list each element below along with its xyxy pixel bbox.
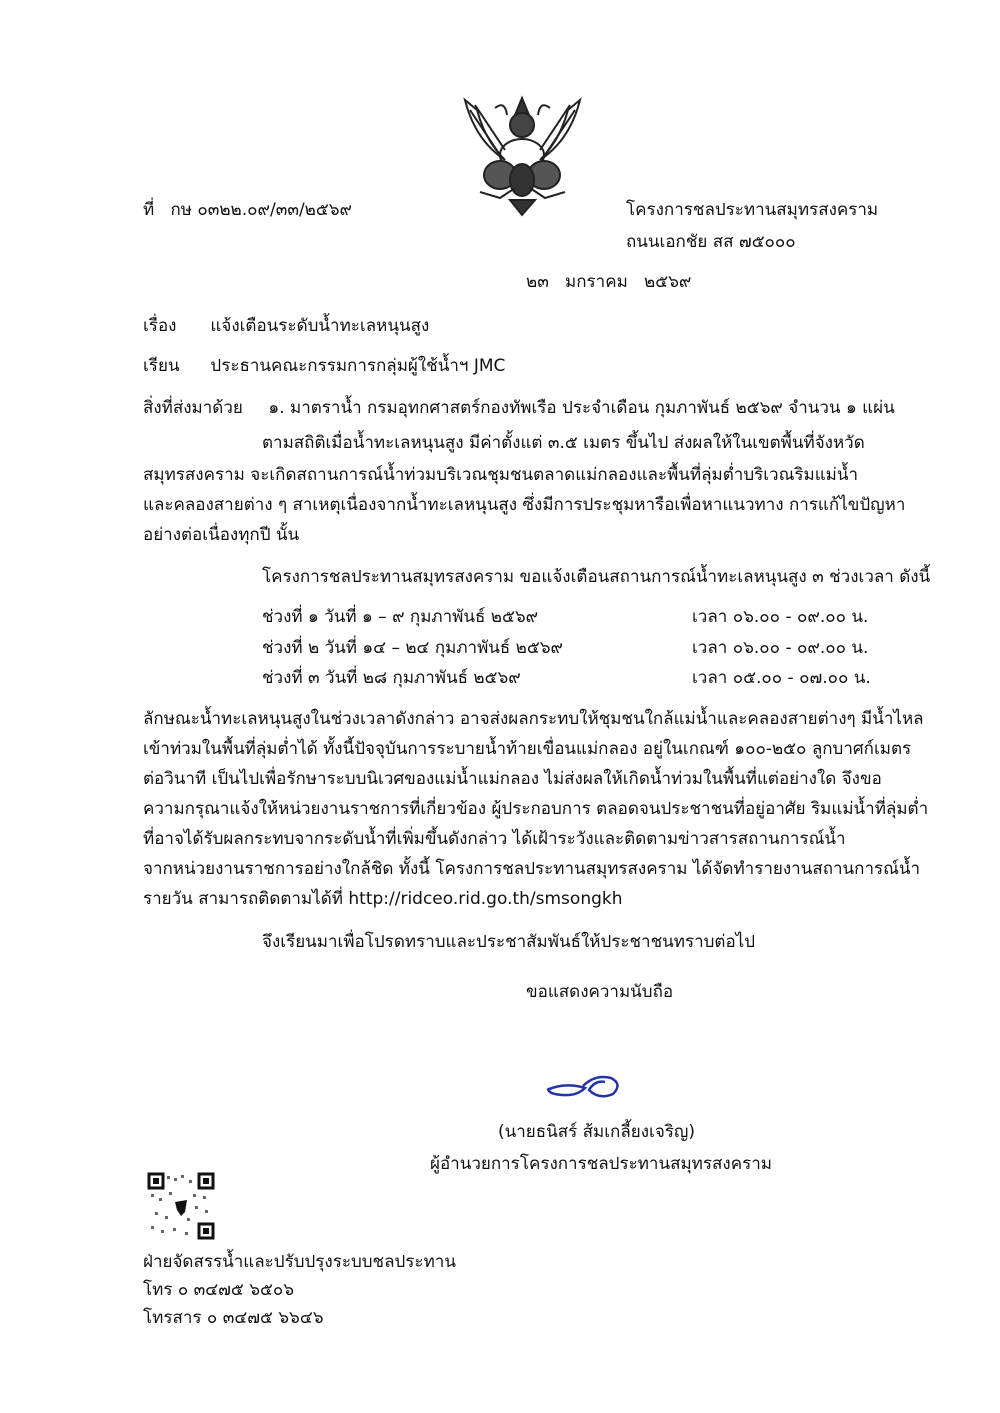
salutation: ขอแสดงความนับถือ [526,982,674,1002]
footer-department: ฝ่ายจัดสรรน้ำและปรับปรุงระบบชลประทาน [143,1252,456,1272]
recipient-label: เรียน [143,356,180,376]
paragraph-line: ที่อาจได้รับผลกระทบจากระดับน้ำที่เพิ่มขึ้นดังกล่าว ได้เฝ้าระวังและติดตามข่าวสารสถานการณ์น้ำ [143,829,846,849]
org-name: โครงการชลประทานสมุทรสงคราม [626,200,879,220]
paragraph-line: เข้าท่วมในพื้นที่ลุ่มต่ำได้ ทั้งนี้ปัจจุบันการระบายน้ำท้ายเขื่อนแม่กลอง อยู่ในเกณฑ์ ๑๐๐-๒๕๐ ลูกบาศก์เมตร [143,739,912,759]
recipient-text: ประธานคณะกรรมการกลุ่มผู้ใช้น้ำฯ JMC [210,356,506,376]
org-address: ถนนเอกชัย สส ๗๕๐๐๐ [626,232,796,252]
paragraph-line: และคลองสายต่าง ๆ สาเหตุเนื่องจากน้ำทะเลหนุนสูง ซึ่งมีการประชุมหารือเพื่อหาแนวทาง การแก้ไขปัญหา [143,495,906,515]
period-time: เวลา ๐๖.๐๐ - ๐๙.๐๐ น. [692,638,869,658]
paragraph-line: ความกรุณาแจ้งให้หน่วยงานราชการที่เกี่ยวข้อง ผู้ประกอบการ ตลอดจนประชาชนที่อยู่อาศัย ริมแม่น้ำที่ลุ่มต่ำ [143,799,929,819]
paragraph-announcement: โครงการชลประทานสมุทรสงคราม ขอแจ้งเตือนสถานการณ์น้ำทะเลหนุนสูง ๓ ช่วงเวลา ดังนี้ [262,567,931,587]
closing-paragraph: จึงเรียนมาเพื่อโปรดทราบและประชาสัมพันธ์ให้ประชาชนทราบต่อไป [262,932,756,952]
paragraph-line: สมุทรสงคราม จะเกิดสถานการณ์น้ำท่วมบริเวณชุมชนตลาดแม่กลองและพื้นที่ลุ่มต่ำบริเวณริมแม่น้ำ [143,465,859,485]
subject-text: แจ้งเตือนระดับน้ำทะเลหนุนสูง [210,316,430,336]
enclosure-label: สิ่งที่ส่งมาด้วย [143,398,243,418]
enclosure-line [143,394,895,421]
reference-label: ที่ [143,200,155,220]
period-date: ช่วงที่ ๒ วันที่ ๑๔ – ๒๔ กุมภาพันธ์ ๒๕๖๙ [262,638,563,658]
period-time: เวลา ๐๖.๐๐ - ๐๙.๐๐ น. [692,607,869,627]
subject-label: เรื่อง [143,316,177,336]
letter-date: ๒๓ มกราคม ๒๕๖๙ [526,272,692,292]
period-date: ช่วงที่ ๓ วันที่ ๒๘ กุมภาพันธ์ ๒๕๖๙ [262,668,521,688]
enclosure-text: ๑. มาตราน้ำ กรมอุทกศาสตร์กองทัพเรือ ประจำเดือน กุมภาพันธ์ ๒๕๖๙ จำนวน ๑ แผ่น [268,398,895,418]
footer-phone: โทร ๐ ๓๔๗๕ ๖๕๐๖ [143,1280,295,1300]
reference-number: กษ ๐๓๒๒.๐๙/๓๓/๒๕๖๙ [170,200,352,220]
qr-code-icon[interactable] [147,1172,215,1240]
period-row [262,603,882,630]
paragraph-line: ลักษณะน้ำทะเลหนุนสูงในช่วงเวลาดังกล่าว อาจส่งผลกระทบให้ชุมชนใกล้แม่น้ำและคลองสายต่างๆ มีน้ำไหล [143,709,924,729]
period-time: เวลา ๐๕.๐๐ - ๐๗.๐๐ น. [692,668,871,688]
signer-name: (นายธนิสร์ ส้มเกลี้ยงเจริญ) [498,1122,696,1142]
reference-line [143,196,352,223]
period-date: ช่วงที่ ๑ วันที่ ๑ – ๙ กุมภาพันธ์ ๒๕๖๙ [262,607,539,627]
garuda-emblem-icon [455,80,590,220]
subject-line [143,312,429,339]
paragraph-line: อย่างต่อเนื่องทุกปี นั้น [143,525,300,545]
period-row [262,634,882,661]
paragraph-line-with-link[interactable]: รายวัน สามารถติดตามได้ที่ http://ridceo.rid.go.th/smsongkh [143,889,623,909]
paragraph-line: ต่อวินาที เป็นไปเพื่อรักษาระบบนิเวศของแม่น้ำแม่กลอง ไม่ส่งผลให้เกิดน้ำท่วมในพื้นที่แต่อย่างใด จึงขอ [143,769,882,789]
signature-icon [545,1072,625,1102]
signer-title: ผู้อำนวยการโครงการชลประทานสมุทรสงคราม [430,1154,772,1174]
footer-fax: โทรสาร ๐ ๓๔๗๕ ๖๖๔๖ [143,1308,324,1328]
paragraph-line: จากหน่วยงานราชการอย่างใกล้ชิด ทั้งนี้ โครงการชลประทานสมุทรสงคราม ได้จัดทำรายงานสถานการณ์น้ำ [143,859,921,879]
paragraph-line: ตามสถิติเมื่อน้ำทะเลหนุนสูง มีค่าตั้งแต่ ๓.๕ เมตร ขึ้นไป ส่งผลให้ในเขตพื้นที่จังหวัด [262,433,865,453]
period-row [262,664,882,691]
recipient-line [143,352,505,379]
